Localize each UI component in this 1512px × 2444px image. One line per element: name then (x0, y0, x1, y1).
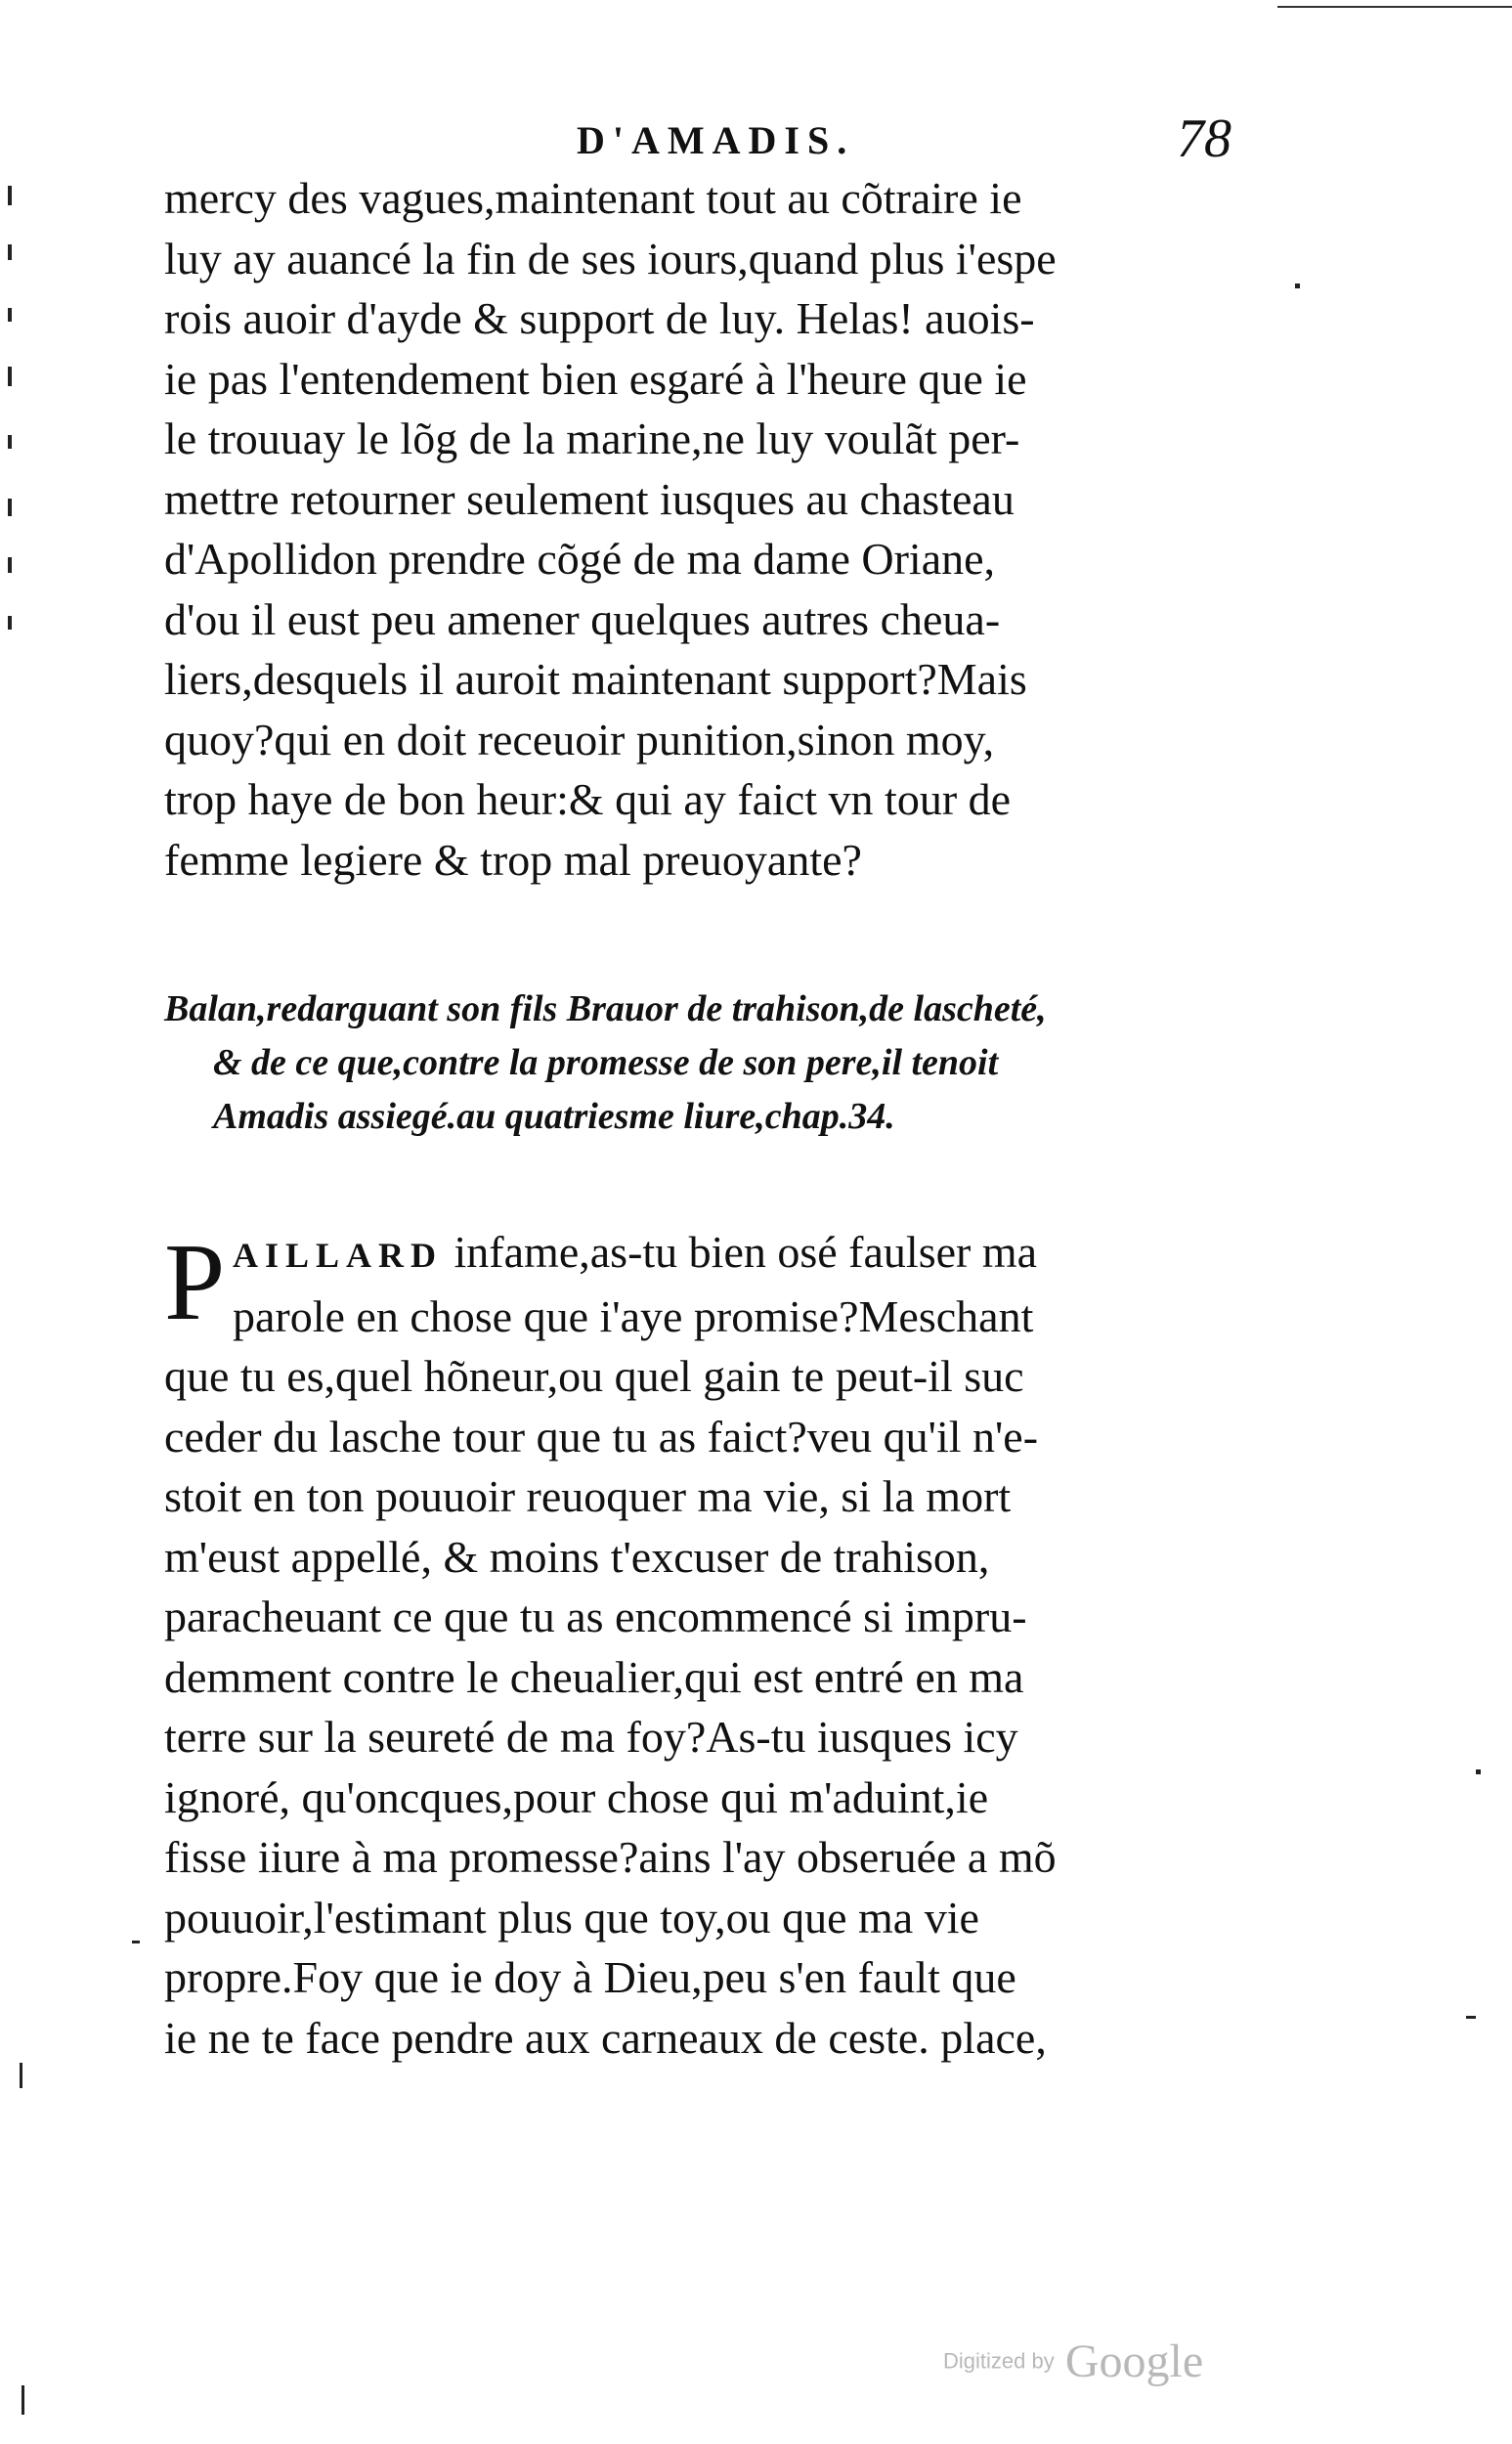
google-logo-text: Google (1064, 2335, 1204, 2387)
left-margin-mark (132, 1941, 140, 1943)
text-line: demment contre le cheualier,qui est entré en ma (164, 1651, 1024, 1702)
left-margin-mark (8, 244, 12, 260)
left-margin-mark (22, 2385, 24, 2415)
text-line: ie pas l'entendement bien esgaré à l'heure que ie (164, 353, 1027, 404)
paragraph-2 (164, 1222, 1215, 2068)
running-head: D'AMADIS. (577, 118, 855, 162)
top-edge-rule (1277, 6, 1512, 8)
section-heading (164, 982, 1215, 1144)
right-margin-mark (1295, 284, 1300, 288)
text-line: trop haye de bon heur:& qui ay faict vn tour de (164, 774, 1012, 824)
text-line-first (164, 1222, 1215, 1287)
right-margin-mark (1466, 2016, 1476, 2019)
text-line: ie ne te face pendre aux carneaux de ceste. place, (164, 2012, 1047, 2063)
digitized-watermark (943, 2335, 1203, 2388)
left-margin-mark (8, 308, 12, 322)
text-line: luy ay auancé la fin de ses iours,quand plus i'espe (164, 233, 1057, 284)
text-line: mercy des vagues,maintenant tout au cõtraire ie (164, 173, 1022, 223)
left-margin-mark (20, 2063, 22, 2088)
text-line: paracheuant ce que tu as encommencé si impru- (164, 1592, 1027, 1641)
text-line: d'ou il eust peu amener quelques autres cheua- (164, 593, 1001, 644)
left-margin-mark (8, 499, 12, 516)
text-line: quoy?qui en doit receuoir punition,sinon moy, (164, 714, 995, 764)
left-margin-mark (8, 186, 12, 205)
left-margin-mark (8, 367, 12, 386)
heading-line: Balan,redarguant son fils Brauor de trahison,de lascheté, (164, 988, 1047, 1029)
page-number: 78 (1177, 109, 1231, 169)
first-line-rest: infame,as-tu bien osé faulser ma (443, 1227, 1038, 1277)
text-line: liers,desquels il auroit maintenant support?Mais (164, 654, 1027, 704)
text-line: ignoré, qu'oncques,pour chose qui m'aduint,ie (164, 1771, 989, 1822)
text-line: le trouuay le lõg de la marine,ne luy voulãt per- (164, 414, 1020, 463)
heading-line: & de ce que,contre la promesse de son pere,il tenoit (213, 1042, 999, 1083)
left-margin-mark (8, 616, 12, 630)
text-line: ceder du lasche tour que tu as faict?veu qu'il n'e- (164, 1411, 1039, 1462)
paragraph-1 (164, 168, 1215, 890)
text-line: rois auoir d'ayde & support de luy. Helas! auois- (164, 293, 1035, 343)
watermark-prefix: Digitized by (943, 2348, 1055, 2374)
left-margin-mark (8, 557, 12, 573)
text-line-second: parole en chose que i'aye promise?Meschant (233, 1290, 1034, 1341)
text-line: stoit en ton pouuoir reuoquer ma vie, si la mort (164, 1471, 1012, 1521)
text-line: pouuoir,l'estimant plus que toy,ou que ma vie (164, 1892, 979, 1942)
text-line: femme legiere & trop mal preuoyante? (164, 834, 862, 885)
dropcap-wrapper (164, 1222, 1215, 1346)
text-line: propre.Foy que ie doy à Dieu,peu s'en fault que (164, 1952, 1016, 2002)
text-line: fisse iiure à ma promesse?ains l'ay obseruée a mõ (164, 1832, 1057, 1882)
text-line: terre sur la seureté de ma foy?As-tu iusques icy (164, 1712, 1018, 1762)
page-header (166, 108, 1231, 176)
text-line: que tu es,quel hõneur,ou quel gain te peut-il suc (164, 1351, 1024, 1401)
text-line: m'eust appellé, & moins t'excuser de trahison, (164, 1531, 990, 1582)
drop-capital: P (164, 1222, 226, 1343)
text-line: d'Apollidon prendre cõgé de ma dame Oriane, (164, 534, 996, 584)
left-margin-mark (8, 435, 12, 449)
heading-line: Amadis assiegé.au quatriesme liure,chap.34. (213, 1096, 895, 1137)
text-line: mettre retourner seulement iusques au chasteau (164, 473, 1015, 524)
first-word-smallcaps: AILLARD (233, 1236, 444, 1275)
right-margin-mark (1476, 1769, 1481, 1774)
